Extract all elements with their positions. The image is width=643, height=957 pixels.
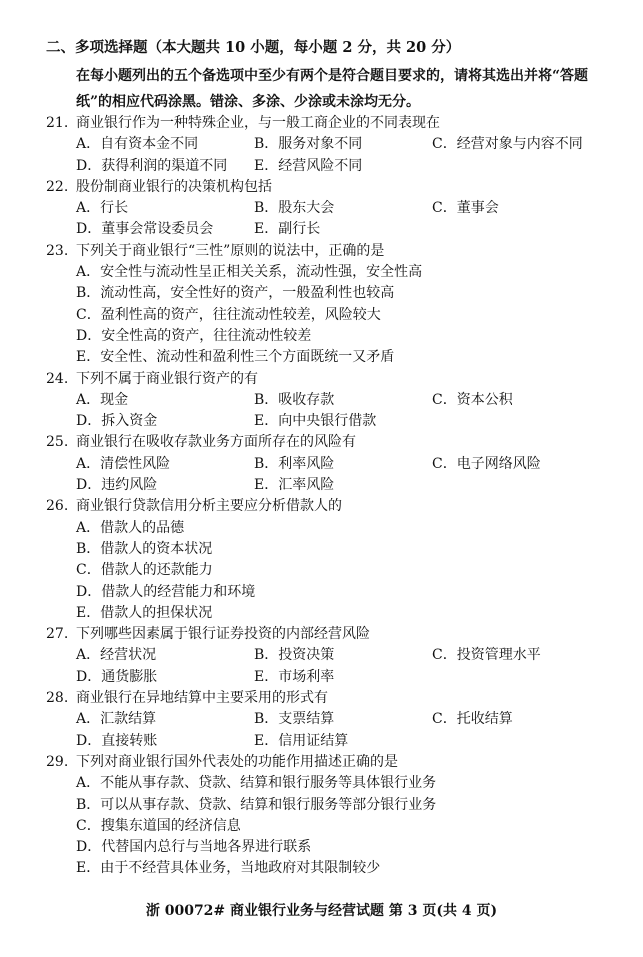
question-text: 下列不属于商业银行资产的有 (76, 370, 258, 387)
question-item (46, 496, 616, 624)
question-item (46, 432, 616, 496)
question-item (46, 113, 616, 177)
question-number: 27. (46, 626, 69, 643)
answer-option: D．拆入资金 (76, 413, 158, 430)
answer-option: E．信用证结算 (254, 732, 349, 749)
answer-option: A．行长 (76, 200, 129, 217)
answer-option: D．直接转账 (76, 732, 158, 749)
question-number: 25. (46, 434, 69, 451)
question-stem (46, 496, 616, 517)
question-item (46, 241, 616, 369)
question-text: 下列对商业银行国外代表处的功能作用描述正确的是 (76, 753, 398, 770)
option-group (46, 773, 616, 879)
answer-option: E．向中央银行借款 (254, 413, 377, 430)
answer-option: B．服务对象不同 (254, 136, 363, 153)
question-text: 股份制商业银行的决策机构包括 (76, 178, 272, 195)
answer-option: A．清偿性风险 (76, 455, 171, 472)
question-number: 21. (46, 115, 69, 131)
option-group (46, 262, 616, 368)
answer-option: B．流动性高，安全性好的资产，一般盈利性也较高 (76, 285, 395, 302)
answer-option: C．电子网络风险 (432, 455, 541, 472)
answer-option: E．借款人的担保状况 (76, 604, 213, 621)
question-number: 26. (46, 498, 69, 515)
answer-option: E．由于不经营具体业务，当地政府对其限制较少 (76, 860, 381, 877)
answer-option: A．汇款结算 (76, 711, 157, 728)
question-stem (46, 369, 616, 390)
answer-option: C．托收结算 (432, 711, 513, 728)
question-number: 29. (46, 753, 69, 770)
answer-option: A．安全性与流动性呈正相关关系，流动性强，安全性高 (76, 264, 423, 281)
answer-option: D．安全性高的资产，往往流动性较差 (76, 327, 312, 344)
answer-option: A．经营状况 (76, 647, 157, 664)
answer-option: E．市场利率 (254, 668, 335, 685)
question-text: 商业银行作为一种特殊企业，与一般工商企业的不同表现在 (76, 115, 440, 131)
question-stem (46, 752, 616, 773)
option-group (46, 709, 616, 752)
question-stem (46, 432, 616, 453)
question-number: 23. (46, 242, 69, 259)
answer-option: E．经营风险不同 (254, 157, 363, 174)
answer-option: A．不能从事存款、贷款、结算和银行服务等具体银行业务 (76, 775, 437, 792)
answer-option: B．股东大会 (254, 200, 335, 217)
question-item (46, 369, 616, 433)
answer-option: D．董事会常设委员会 (76, 221, 214, 238)
question-item (46, 624, 616, 688)
question-stem (46, 624, 616, 645)
section-title: 二、多项选择题（本大题共 10 小题，每小题 2 分，共 20 分） (46, 39, 461, 56)
answer-option: D．通货膨胀 (76, 668, 158, 685)
question-item (46, 177, 616, 241)
option-group (46, 134, 616, 177)
question-number: 28. (46, 690, 69, 707)
option-group (46, 454, 616, 497)
answer-option: B．可以从事存款、贷款、结算和银行服务等部分银行业务 (76, 796, 437, 813)
question-stem (46, 241, 616, 262)
answer-option: D．借款人的经营能力和环境 (76, 583, 256, 600)
answer-option: A．借款人的品德 (76, 519, 185, 536)
question-text: 商业银行在吸收存款业务方面所存在的风险有 (76, 434, 356, 451)
answer-option: B．借款人的资本状况 (76, 540, 213, 557)
answer-option: E．安全性、流动性和盈利性三个方面既统一又矛盾 (76, 349, 395, 366)
page-footer: 浙 00072# 商业银行业务与经营试题 第 3 页(共 4 页) (145, 903, 498, 919)
answer-option: D．获得利润的渠道不同 (76, 157, 228, 174)
question-item (46, 752, 616, 880)
answer-option: C．投资管理水平 (432, 647, 541, 664)
question-text: 商业银行贷款信用分析主要应分析借款人的 (76, 498, 342, 515)
answer-option: A．现金 (76, 391, 129, 408)
instructions: 在每小题列出的五个备选项中至少有两个是符合题目要求的，请将其选出并将“答题纸”的相应代码涂黑。错涂、多涂、少涂或未涂均无分。 (76, 68, 589, 110)
answer-option: C．经营对象与内容不同 (432, 136, 583, 153)
answer-option: B．投资决策 (254, 647, 335, 664)
option-group (46, 198, 616, 241)
answer-option: E．汇率风险 (254, 477, 335, 494)
question-number: 22. (46, 178, 69, 195)
question-text: 下列哪些因素属于银行证券投资的内部经营风险 (76, 626, 370, 643)
option-group (46, 645, 616, 688)
option-group (46, 518, 616, 624)
question-item (46, 688, 616, 752)
answer-option: D．代替国内总行与当地各界进行联系 (76, 839, 312, 856)
question-text: 下列关于商业银行“三性”原则的说法中，正确的是 (76, 242, 385, 259)
answer-option: B．吸收存款 (254, 391, 335, 408)
question-list (46, 113, 616, 880)
question-stem (46, 113, 616, 134)
option-group (46, 390, 616, 433)
answer-option: C．董事会 (432, 200, 499, 217)
answer-option: A．自有资本金不同 (76, 136, 199, 153)
answer-option: E．副行长 (254, 221, 321, 238)
question-stem (46, 177, 616, 198)
answer-option: C．借款人的还款能力 (76, 562, 213, 579)
question-text: 商业银行在异地结算中主要采用的形式有 (76, 690, 328, 707)
answer-option: C．资本公积 (432, 391, 513, 408)
answer-option: D．违约风险 (76, 477, 158, 494)
answer-option: B．利率风险 (254, 455, 335, 472)
answer-option: B．支票结算 (254, 711, 335, 728)
question-stem (46, 688, 616, 709)
answer-option: C．盈利性高的资产，往往流动性较差，风险较大 (76, 306, 381, 323)
answer-option: C．搜集东道国的经济信息 (76, 817, 241, 834)
question-number: 24. (46, 370, 69, 387)
